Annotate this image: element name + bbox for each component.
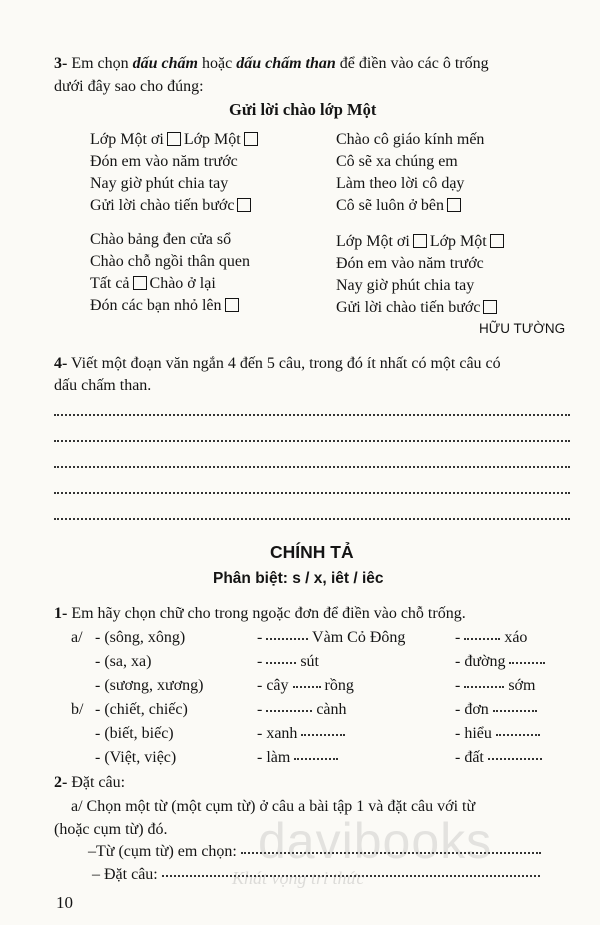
ex2-chosen-word: –Từ (cụm từ) em chọn: [88,843,541,861]
watermark-slogan: Khát vọng tri thức [232,868,365,888]
ex3-emphasis-2: dấu chấm than [236,55,336,72]
ex1-option: - (sương, xương) [95,677,204,694]
ex3-line1: 3- Em chọn dấu chấm hoặc dấu chấm than để điền vào các ô trống [54,55,489,72]
poem-line: Cô sẽ luôn ở bên [336,197,464,215]
ex1-blank-item: - hiểu [455,725,540,743]
answer-box[interactable] [413,234,427,248]
poem-line: Đón em vào năm trước [336,255,484,272]
answer-box[interactable] [244,132,258,146]
blank[interactable] [266,638,308,640]
writing-line[interactable] [54,518,570,520]
blank[interactable] [301,734,345,736]
ex1-number: 1- [54,605,68,622]
blank[interactable] [266,710,312,712]
ex1-option: - (sa, xa) [95,653,152,670]
ex2-a-line2: (hoặc cụm từ) đó. [54,821,168,838]
poem-line: Cô sẽ xa chúng em [336,153,458,170]
answer-box[interactable] [490,234,504,248]
poem-line: Lớp Một ơi Lớp Một [336,233,507,251]
ex1-blank-item: - sút [257,653,319,670]
ex1-a-label: a/ [71,629,83,646]
ex1-blank-item: - đất [455,749,542,767]
poem-line: Chào chỗ ngồi thân quen [90,253,250,270]
writing-line[interactable] [54,414,570,416]
poem-line: Tất cả Chào ở lại [90,275,216,292]
ex2-number: 2- [54,774,68,791]
watermark-logo: davibooks [258,813,493,869]
section-title: CHÍNH TẢ [270,542,354,562]
ex1-option: - (Việt, việc) [95,749,177,766]
page-number: 10 [56,893,73,912]
blank[interactable] [509,662,545,664]
poem-line: Chào bảng đen cửa sổ [90,231,232,248]
blank[interactable] [493,710,537,712]
answer-box[interactable] [133,276,147,290]
blank[interactable] [293,686,321,688]
poem-line: Lớp Một ơi Lớp Một [90,131,261,149]
answer-box[interactable] [237,198,251,212]
poem-line: Nay giờ phút chia tay [336,277,475,294]
answer-box[interactable] [447,198,461,212]
poem-line: Đón em vào năm trước [90,153,238,170]
ex1-blank-item: - cây rồng [257,677,354,694]
answer-box[interactable] [167,132,181,146]
blank[interactable] [294,758,338,760]
ex3-emphasis-1: dấu chấm [132,55,198,72]
ex1-instruction: 1- Em hãy chọn chữ cho trong ngoặc đơn để điền vào chỗ trống. [54,605,466,622]
ex3-line2: dưới đây sao cho đúng: [54,78,204,95]
blank[interactable] [464,686,504,688]
poem-line: Gửi lời chào tiến bước [90,197,254,215]
poem-line: Đón các bạn nhỏ lên [90,297,242,315]
ex4-line2: dấu chấm than. [54,377,152,394]
ex1-blank-item: - xáo [455,629,528,646]
ex2-sentence: – Đặt câu: [92,866,540,884]
answer-box[interactable] [483,300,497,314]
ex1-b-label: b/ [71,701,84,718]
ex2-a-line1: a/ Chọn một từ (một cụm từ) ở câu a bài tập 1 và đặt câu với từ [71,798,476,815]
poem-author: HỮU TƯỜNG [479,321,566,336]
writing-line[interactable] [54,492,570,494]
ex1-blank-item: - làm [257,749,338,767]
ex2-title: 2- Đặt câu: [54,774,126,791]
ex1-blank-item: - sớm [455,677,536,694]
ex1-blank-item: - đường [455,653,545,671]
poem-line: Làm theo lời cô dạy [336,175,465,192]
blank[interactable] [488,758,542,760]
ex1-option: - (chiết, chiếc) [95,701,188,718]
blank[interactable] [266,662,296,664]
ex1-option: - (sông, xông) [95,629,186,646]
ex4-line1: 4- Viết một đoạn văn ngắn 4 đến 5 câu, trong đó ít nhất có một câu có [54,355,501,372]
blank[interactable] [496,734,540,736]
ex1-blank-item: - đơn [455,701,537,719]
ex1-blank-item: - cành [257,701,347,718]
poem-title: Gửi lời chào lớp Một [229,100,377,119]
ex1-option: - (biết, biếc) [95,725,174,742]
poem-line: Nay giờ phút chia tay [90,175,229,192]
section-subtitle: Phân biệt: s / x, iêt / iêc [213,570,384,587]
poem-line: Chào cô giáo kính mến [336,131,485,148]
blank[interactable] [464,638,500,640]
writing-line[interactable] [54,440,570,442]
ex3-number: 3- [54,55,68,72]
writing-line[interactable] [54,466,570,468]
ex1-blank-item: - xanh [257,725,345,743]
ex4-number: 4- [54,355,68,372]
answer-box[interactable] [225,298,239,312]
ex1-blank-item: - Vàm Cỏ Đông [257,629,406,646]
poem-line: Gửi lời chào tiến bước [336,299,500,317]
